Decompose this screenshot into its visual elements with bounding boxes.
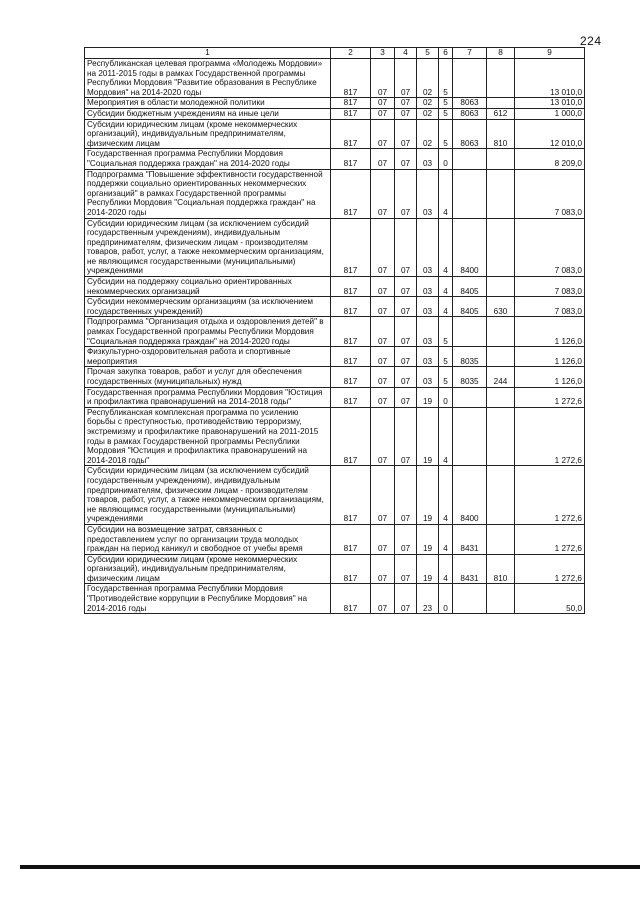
table-row [85,554,585,584]
row-code-cell: 810 [487,119,515,149]
row-code-cell: 817 [331,347,371,367]
row-amount-cell: 7 083,0 [515,297,585,317]
row-code-cell: 0 [439,149,453,169]
row-code-cell: 5 [439,108,453,119]
row-code-cell [453,317,487,347]
row-code-cell: 03 [417,218,439,277]
row-code-cell: 07 [371,169,395,218]
row-code-cell: 817 [331,524,371,554]
row-name-cell: Субсидии юридическим лицам (кроме некоммерческих организаций), индивидуальным предпринимателям, физическим лицам [85,554,331,584]
row-code-cell: 07 [371,466,395,525]
row-code-cell: 07 [395,524,417,554]
row-code-cell [487,407,515,466]
row-code-cell: 07 [395,387,417,407]
row-code-cell: 07 [371,108,395,119]
row-amount-cell: 7 083,0 [515,277,585,297]
row-amount-cell: 1 272,6 [515,407,585,466]
row-code-cell [487,387,515,407]
row-code-cell: 817 [331,59,371,98]
row-amount-cell: 13 010,0 [515,59,585,98]
row-code-cell: 07 [371,584,395,614]
page-number: 224 [580,34,602,48]
row-code-cell: 07 [371,554,395,584]
row-code-cell [453,59,487,98]
row-code-cell: 07 [371,317,395,347]
row-code-cell: 5 [439,98,453,109]
row-name-cell: Государственная программа Республики Мордовия "Социальная поддержка граждан" на 2014-2020 годы [85,149,331,169]
row-name-cell: Субсидии на возмещение затрат, связанных с предоставлением услуг по организации труда молодых граждан на период каникул и свободное от учебы время [85,524,331,554]
row-code-cell [487,524,515,554]
row-code-cell: 244 [487,367,515,387]
row-code-cell [487,466,515,525]
row-code-cell: 07 [395,367,417,387]
row-code-cell: 19 [417,554,439,584]
row-amount-cell: 7 083,0 [515,218,585,277]
row-code-cell: 4 [439,466,453,525]
row-code-cell: 02 [417,119,439,149]
row-code-cell: 817 [331,218,371,277]
row-code-cell: 8035 [453,367,487,387]
table-row [85,367,585,387]
row-code-cell: 07 [395,407,417,466]
header-cell: 8 [487,48,515,59]
row-name-cell: Субсидии на поддержку социально ориентированных некоммерческих организаций [85,277,331,297]
row-amount-cell: 1 126,0 [515,317,585,347]
row-code-cell: 07 [395,119,417,149]
row-code-cell [487,277,515,297]
row-code-cell: 817 [331,387,371,407]
row-code-cell [487,317,515,347]
row-code-cell: 817 [331,119,371,149]
table-row [85,277,585,297]
table-row [85,584,585,614]
table-row [85,466,585,525]
row-amount-cell: 7 083,0 [515,169,585,218]
row-amount-cell: 1 272,6 [515,466,585,525]
row-code-cell: 8431 [453,524,487,554]
table-row [85,317,585,347]
row-code-cell: 07 [371,119,395,149]
header-cell: 3 [371,48,395,59]
row-code-cell: 817 [331,277,371,297]
row-name-cell: Физкультурно-оздоровительная работа и спортивные мероприятия [85,347,331,367]
row-code-cell: 817 [331,297,371,317]
row-code-cell: 19 [417,387,439,407]
row-code-cell: 07 [371,277,395,297]
header-cell: 6 [439,48,453,59]
row-code-cell: 02 [417,59,439,98]
table-row [85,59,585,98]
row-code-cell: 07 [371,524,395,554]
header-cell: 1 [85,48,331,59]
row-name-cell: Субсидии бюджетным учреждениям на иные цели [85,108,331,119]
table-row [85,297,585,317]
row-name-cell: Прочая закупка товаров, работ и услуг для обеспечения государственных (муниципальных) нужд [85,367,331,387]
row-code-cell: 07 [395,347,417,367]
row-code-cell: 817 [331,407,371,466]
row-code-cell: 03 [417,317,439,347]
row-name-cell: Субсидии юридическим лицам (за исключением субсидий государственным учреждениям), индивидуальным предпринимателям, физическим лицам - производителям товаров, работ, услуг, а также некоммерческим организациям, не являющимся государственными (муниципальными) учреждениями [85,218,331,277]
row-code-cell: 07 [395,317,417,347]
row-code-cell: 4 [439,524,453,554]
row-code-cell: 817 [331,108,371,119]
row-code-cell [453,149,487,169]
row-code-cell: 817 [331,98,371,109]
row-amount-cell: 1 000,0 [515,108,585,119]
row-code-cell: 07 [395,297,417,317]
row-code-cell: 07 [395,218,417,277]
row-code-cell: 07 [371,297,395,317]
row-code-cell: 5 [439,367,453,387]
row-code-cell: 8431 [453,554,487,584]
row-code-cell: 817 [331,554,371,584]
row-code-cell: 19 [417,407,439,466]
row-code-cell: 8063 [453,119,487,149]
row-code-cell [487,218,515,277]
row-code-cell: 817 [331,169,371,218]
row-code-cell: 07 [395,277,417,297]
table-row [85,149,585,169]
row-amount-cell: 12 010,0 [515,119,585,149]
row-code-cell: 810 [487,554,515,584]
row-code-cell: 07 [395,59,417,98]
row-code-cell: 817 [331,367,371,387]
row-code-cell [487,149,515,169]
table-row [85,218,585,277]
row-name-cell: Республиканская целевая программа «Молодежь Мордовии» на 2011-2015 годы в рамках Государственной программы Республики Мордовия "Развитие образования в Республике Мордовия" на 2014-2020 годы [85,59,331,98]
row-code-cell: 03 [417,169,439,218]
row-code-cell [487,584,515,614]
header-cell: 5 [417,48,439,59]
scan-edge-bar [20,865,640,869]
row-code-cell [453,407,487,466]
table-row [85,387,585,407]
row-code-cell: 07 [395,584,417,614]
row-code-cell: 4 [439,169,453,218]
row-code-cell: 5 [439,119,453,149]
row-amount-cell: 1 126,0 [515,367,585,387]
row-code-cell: 8400 [453,466,487,525]
row-code-cell: 07 [395,466,417,525]
row-code-cell: 8405 [453,297,487,317]
row-code-cell: 02 [417,98,439,109]
row-amount-cell: 1 272,6 [515,524,585,554]
row-code-cell: 03 [417,297,439,317]
row-amount-cell: 8 209,0 [515,149,585,169]
row-code-cell: 19 [417,466,439,525]
row-code-cell: 07 [371,59,395,98]
row-name-cell: Субсидии юридическим лицам (кроме некоммерческих организаций), индивидуальным предпринимателям, физическим лицам [85,119,331,149]
row-code-cell [487,169,515,218]
row-name-cell: Субсидии юридическим лицам (за исключением субсидий государственным учреждениям), индивидуальным предпринимателям, физическим лицам - производителям товаров, работ, услуг, а также некоммерческим организациям, не являющимся государственными (муниципальными) учреждениями [85,466,331,525]
row-code-cell: 03 [417,347,439,367]
row-code-cell: 5 [439,59,453,98]
row-code-cell: 03 [417,277,439,297]
table-row [85,98,585,109]
row-code-cell: 07 [371,149,395,169]
row-code-cell: 07 [395,108,417,119]
header-cell: 4 [395,48,417,59]
row-amount-cell: 1 272,6 [515,554,585,584]
row-name-cell: Государственная программа Республики Мордовия "Юстиция и профилактика правонарушений на 2014-2018 годы" [85,387,331,407]
row-code-cell: 23 [417,584,439,614]
table-row [85,108,585,119]
row-code-cell: 5 [439,347,453,367]
row-code-cell: 817 [331,584,371,614]
row-code-cell: 4 [439,554,453,584]
table-row [85,169,585,218]
row-code-cell: 02 [417,108,439,119]
table-row [85,524,585,554]
row-code-cell: 07 [395,149,417,169]
budget-table [84,47,585,614]
row-code-cell: 19 [417,524,439,554]
header-cell: 7 [453,48,487,59]
row-code-cell: 817 [331,466,371,525]
row-name-cell: Подпрограмма "Повышение эффективности государственной поддержки социально ориентированных некоммерческих организаций" в рамках Государственной программы Республики Мордовия "Социальная поддержка граждан" на 2014-2020 годы [85,169,331,218]
row-code-cell: 8405 [453,277,487,297]
row-code-cell [453,584,487,614]
row-code-cell: 07 [395,98,417,109]
row-name-cell: Мероприятия в области молодежной политики [85,98,331,109]
row-code-cell: 4 [439,277,453,297]
row-name-cell: Республиканская комплексная программа по усилению борьбы с преступностью, противодействию терроризму, экстремизму и профилактике правонарушений на 2011-2015 годы в рамках Государственной программы Республики Мордовия "Юстиция и профилактика правонарушений на 2014-2018 годы" [85,407,331,466]
row-code-cell: 8035 [453,347,487,367]
row-code-cell: 630 [487,297,515,317]
table-row [85,407,585,466]
row-code-cell: 07 [395,554,417,584]
row-code-cell: 03 [417,367,439,387]
row-name-cell: Субсидии некоммерческим организациям (за исключением государственных учреждений) [85,297,331,317]
row-code-cell [453,169,487,218]
row-code-cell: 4 [439,297,453,317]
row-amount-cell: 50,0 [515,584,585,614]
row-code-cell: 07 [371,347,395,367]
row-amount-cell: 13 010,0 [515,98,585,109]
row-name-cell: Подпрограмма "Организация отдыха и оздоровления детей" в рамках Государственной программы Республики Мордовия "Социальная поддержка граждан" на 2014-2020 годы [85,317,331,347]
row-name-cell: Государственная программа Республики Мордовия "Противодействие коррупции в Республике Мордовия" на 2014-2016 годы [85,584,331,614]
row-amount-cell: 1 126,0 [515,347,585,367]
row-code-cell: 8063 [453,108,487,119]
table-row [85,119,585,149]
header-cell: 9 [515,48,585,59]
row-code-cell: 07 [371,218,395,277]
row-code-cell: 03 [417,149,439,169]
row-code-cell: 612 [487,108,515,119]
row-code-cell: 4 [439,218,453,277]
row-code-cell: 817 [331,317,371,347]
row-code-cell [453,387,487,407]
row-code-cell: 5 [439,317,453,347]
row-code-cell: 07 [371,98,395,109]
table-header-row [85,48,585,59]
row-code-cell: 07 [395,169,417,218]
header-cell: 2 [331,48,371,59]
row-code-cell: 4 [439,407,453,466]
row-code-cell [487,59,515,98]
row-code-cell [487,347,515,367]
row-code-cell: 8400 [453,218,487,277]
row-code-cell: 0 [439,387,453,407]
row-code-cell [487,98,515,109]
row-code-cell: 07 [371,387,395,407]
row-code-cell: 07 [371,367,395,387]
row-code-cell: 0 [439,584,453,614]
row-code-cell: 8063 [453,98,487,109]
row-code-cell: 07 [371,407,395,466]
table-row [85,347,585,367]
row-amount-cell: 1 272,6 [515,387,585,407]
row-code-cell: 817 [331,149,371,169]
